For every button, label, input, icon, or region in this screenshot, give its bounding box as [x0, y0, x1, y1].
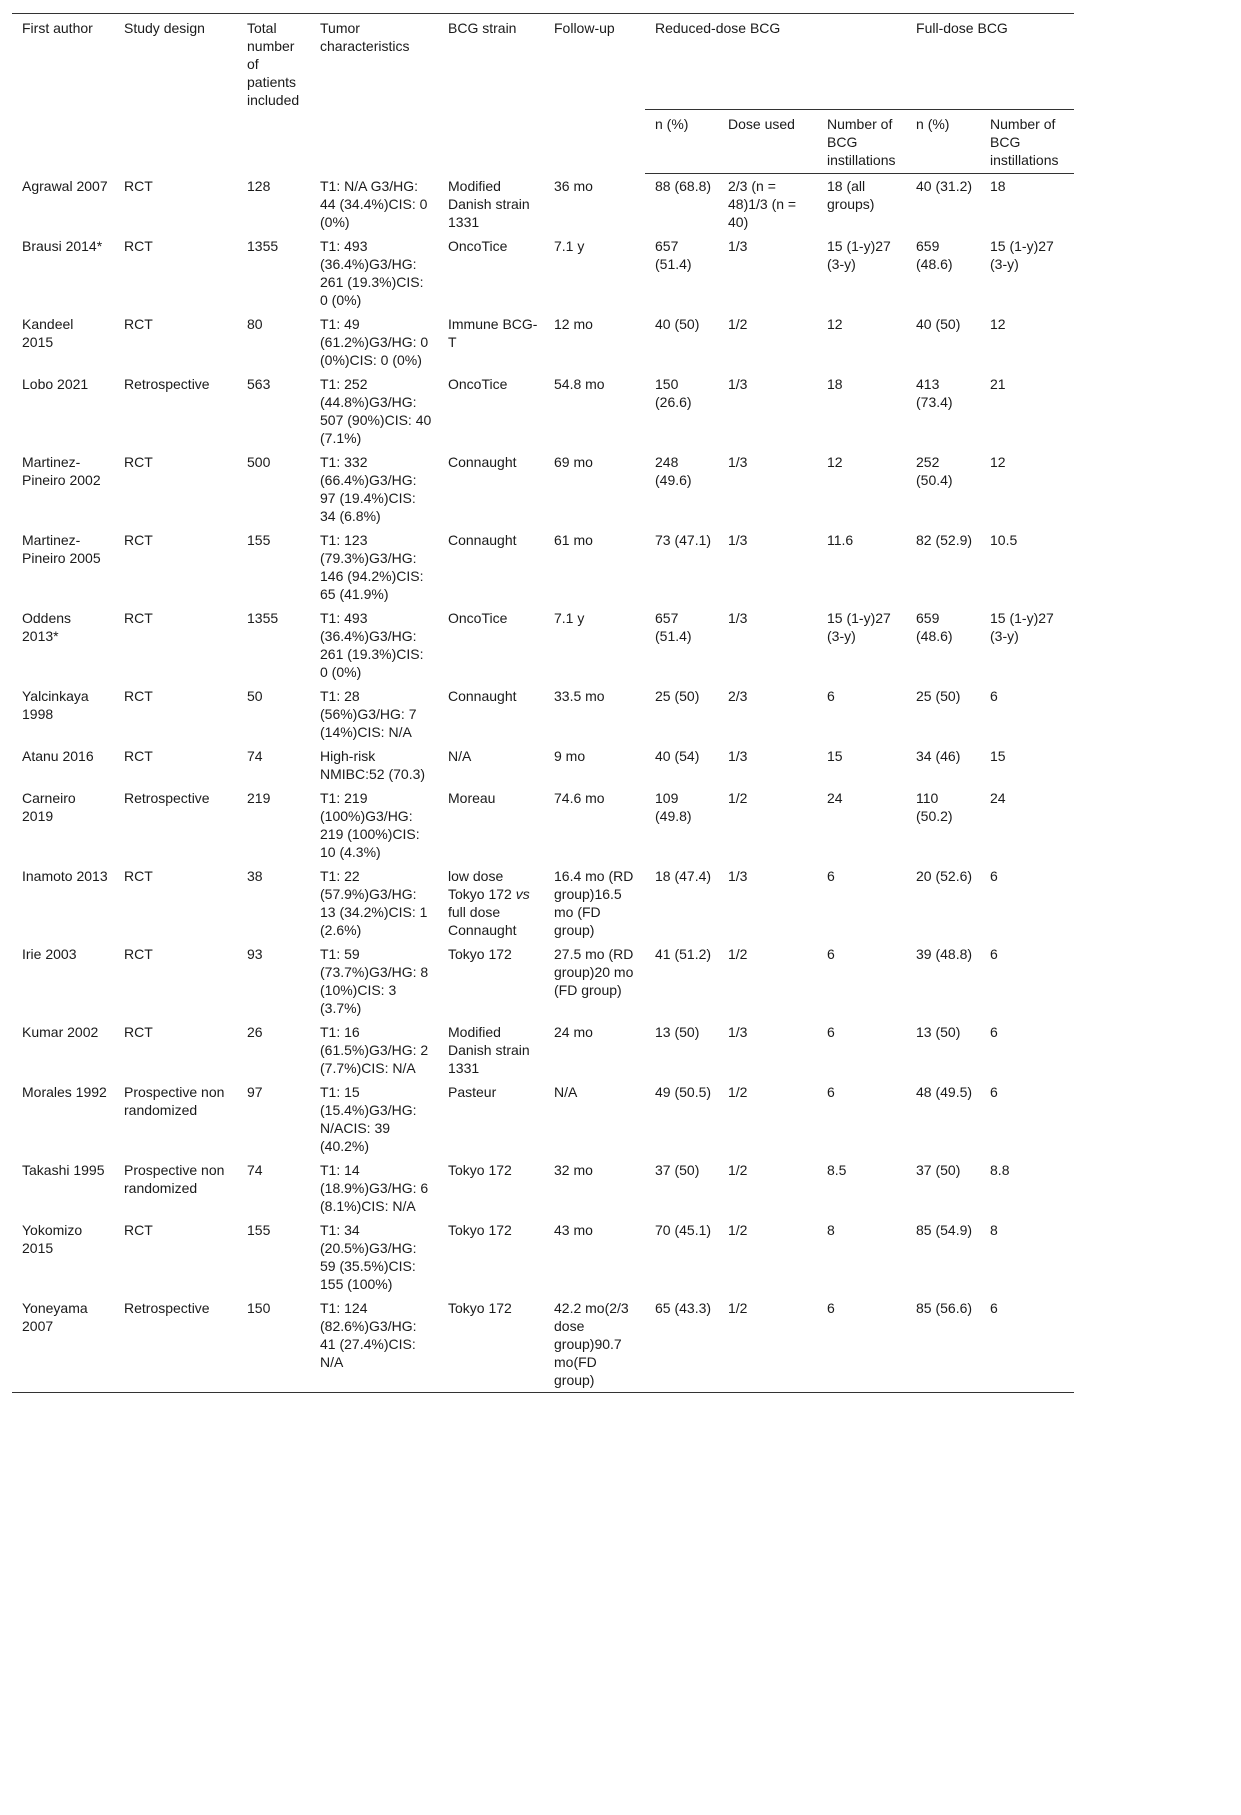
- cell-strain: Moreau: [448, 790, 496, 806]
- cell-fd-instillations: 6: [990, 868, 998, 884]
- table-row: [12, 174, 1074, 235]
- cell-fd-instillations: 18: [990, 178, 1006, 194]
- cell-fd-n: 413 (73.4): [916, 376, 953, 410]
- cell-design: RCT: [124, 748, 153, 764]
- table-row: [12, 744, 1074, 786]
- cell-design: Prospective non randomized: [124, 1084, 225, 1118]
- cell-rd-dose: 1/3: [728, 610, 748, 626]
- cell-rd-dose: 1/3: [728, 868, 748, 884]
- cell-total: 93: [247, 946, 263, 962]
- cell-rd-instillations: 24: [827, 790, 843, 806]
- cell-fd-n: 40 (31.2): [916, 178, 973, 194]
- cell-follow-up: 54.8 mo: [554, 376, 605, 392]
- cell-rd-dose: 1/3: [728, 376, 748, 392]
- header-row-primary: [12, 14, 1074, 110]
- cell-author: Yoneyama 2007: [12, 1296, 114, 1393]
- cell-follow-up: 32 mo: [554, 1162, 593, 1178]
- cell-author: Lobo 2021: [22, 376, 89, 392]
- col-follow-up: Follow-up: [544, 14, 645, 174]
- cell-rd-dose: 1/2: [728, 1084, 748, 1100]
- table-row: [12, 528, 1074, 606]
- cell-fd-n: 40 (50): [916, 316, 961, 332]
- cell-rd-instillations: 15 (1-y)27 (3-y): [827, 238, 891, 272]
- cell-design: RCT: [124, 177, 153, 194]
- cell-fd-instillations: 10.5: [990, 532, 1018, 548]
- cell-design: RCT: [124, 946, 153, 962]
- cell-rd-instillations: 6: [827, 868, 835, 884]
- cell-author: Brausi 2014*: [22, 238, 103, 254]
- cell-rd-instillations: 18: [827, 376, 843, 392]
- cell-rd-n: 657 (51.4): [655, 610, 692, 644]
- cell-rd-instillations: 6: [827, 688, 835, 704]
- col-study-design: Study design: [114, 14, 237, 174]
- cell-follow-up: 27.5 mo (RD group)20 mo (FD group): [554, 946, 634, 998]
- cell-fd-n: 110 (50.2): [916, 790, 953, 824]
- cell-fd-n: 39 (48.8): [916, 946, 973, 962]
- cell-tumor: T1: 493 (36.4%)G3/HG: 261 (19.3%)CIS: 0 (0%): [320, 610, 424, 680]
- cell-total: 563: [247, 376, 271, 392]
- cell-fd-n: 48 (49.5): [916, 1084, 973, 1100]
- cell-rd-dose: 2/3 (n = 48)1/3 (n = 40): [728, 178, 797, 230]
- table-row: [12, 312, 1074, 372]
- cell-follow-up: 16.4 mo (RD group)16.5 mo (FD group): [554, 868, 634, 938]
- cell-rd-n: 37 (50): [655, 1162, 700, 1178]
- cell-rd-n: 40 (54): [655, 748, 700, 764]
- group-full-dose-bcg: Full-dose BCG: [906, 14, 1074, 110]
- cell-author: Morales 1992: [22, 1084, 107, 1100]
- cell-tumor: T1: 123 (79.3%)G3/HG: 146 (94.2%)CIS: 65 (41.9%): [320, 532, 424, 602]
- cell-author: Takashi 1995: [22, 1162, 105, 1178]
- cell-tumor: T1: 14 (18.9%)G3/HG: 6 (8.1%)CIS: N/A: [320, 1162, 429, 1214]
- cell-follow-up: 61 mo: [554, 532, 593, 548]
- cell-tumor: T1: 124 (82.6%)G3/HG: 41 (27.4%)CIS: N/A: [310, 1296, 438, 1393]
- table-row: [12, 1020, 1074, 1080]
- cell-design: RCT: [124, 610, 153, 626]
- cell-rd-n: 40 (50): [655, 316, 700, 332]
- col-fd-instillations: Number of BCG instillations: [980, 110, 1074, 174]
- cell-rd-instillations: 11.6: [827, 532, 854, 548]
- cell-author: Yokomizo 2015: [22, 1222, 83, 1256]
- cell-design: Retrospective: [114, 1296, 237, 1393]
- strain-full-dose: full dose Connaught: [448, 904, 517, 938]
- cell-rd-dose: 1/3: [728, 1024, 748, 1040]
- cell-rd-n: 88 (68.8): [655, 178, 712, 194]
- cell-fd-instillations: 21: [990, 376, 1006, 392]
- cell-author: Kandeel 2015: [22, 316, 74, 350]
- table-row: [12, 1080, 1074, 1158]
- table-row: [12, 1296, 1074, 1393]
- cell-strain: N/A: [448, 748, 472, 764]
- cell-design: Prospective non randomized: [124, 1162, 225, 1196]
- col-tumor-characteristics: Tumor characteristics: [310, 14, 438, 174]
- cell-tumor: T1: 219 (100%)G3/HG: 219 (100%)CIS: 10 (4.3%): [320, 790, 420, 860]
- cell-design: RCT: [124, 688, 153, 704]
- cell-strain: Modified Danish strain 1331: [448, 177, 530, 230]
- cell-rd-dose: 1/2: [728, 1162, 748, 1178]
- cell-author: Carneiro 2019: [22, 790, 76, 824]
- cell-author: Yalcinkaya 1998: [22, 688, 89, 722]
- cell-fd-n: 34 (46): [916, 748, 961, 764]
- cell-fd-instillations: 8: [990, 1222, 998, 1238]
- cell-fd-n: 659 (48.6): [916, 238, 953, 272]
- cell-follow-up: 69 mo: [554, 454, 593, 470]
- cell-fd-instillations: 15 (1-y)27 (3-y): [990, 610, 1054, 644]
- cell-rd-instillations: 6: [817, 1296, 906, 1393]
- bcg-dose-comparison-table: [12, 13, 1074, 1393]
- cell-author: Irie 2003: [22, 946, 77, 962]
- cell-follow-up: 74.6 mo: [554, 790, 605, 806]
- table-row: [12, 942, 1074, 1020]
- cell-design: RCT: [124, 532, 153, 548]
- cell-fd-instillations: 15: [990, 748, 1006, 764]
- cell-rd-instillations: 8.5: [827, 1162, 847, 1178]
- cell-rd-instillations: 12: [827, 454, 843, 470]
- cell-author: Kumar 2002: [22, 1024, 99, 1040]
- cell-author: Inamoto 2013: [22, 868, 108, 884]
- cell-fd-n: 252 (50.4): [916, 454, 953, 488]
- cell-design: RCT: [124, 1024, 153, 1040]
- cell-rd-instillations: 12: [827, 316, 843, 332]
- cell-fd-n: 85 (54.9): [916, 1222, 973, 1238]
- table-row: [12, 786, 1074, 864]
- cell-tumor: T1: 252 (44.8%)G3/HG: 507 (90%)CIS: 40 (7.1%): [320, 376, 432, 446]
- table-row: [12, 234, 1074, 312]
- cell-rd-dose: 1/3: [728, 748, 748, 764]
- cell-rd-instillations: 8: [827, 1222, 835, 1238]
- cell-total: 155: [247, 532, 271, 548]
- cell-total: 97: [247, 1084, 263, 1100]
- cell-rd-instillations: 18 (all groups): [827, 178, 875, 212]
- cell-design: Retrospective: [124, 790, 210, 806]
- cell-rd-instillations: 6: [827, 946, 835, 962]
- cell-rd-dose: 1/2: [728, 316, 748, 332]
- cell-tumor: T1: 59 (73.7%)G3/HG: 8 (10%)CIS: 3 (3.7%): [320, 946, 429, 1016]
- cell-rd-dose: 1/2: [718, 1296, 817, 1393]
- cell-total: 26: [247, 1024, 263, 1040]
- cell-fd-n: 85 (56.6): [906, 1296, 980, 1393]
- cell-rd-n: 657 (51.4): [655, 238, 692, 272]
- cell-tumor: T1: 332 (66.4%)G3/HG: 97 (19.4%)CIS: 34 (6.8%): [320, 454, 417, 524]
- cell-fd-instillations: 6: [990, 1084, 998, 1100]
- cell-rd-n: 248 (49.6): [655, 454, 692, 488]
- cell-design: RCT: [124, 238, 153, 254]
- cell-rd-n: 41 (51.2): [655, 946, 712, 962]
- cell-follow-up: N/A: [554, 1084, 578, 1100]
- cell-fd-instillations: 6: [990, 1024, 998, 1040]
- cell-rd-n: 150 (26.6): [655, 376, 692, 410]
- cell-tumor: T1: 49 (61.2%)G3/HG: 0 (0%)CIS: 0 (0%): [320, 316, 429, 368]
- cell-rd-instillations: 6: [827, 1084, 835, 1100]
- col-bcg-strain: BCG strain: [438, 14, 544, 174]
- cell-fd-instillations: 6: [980, 1296, 1074, 1393]
- cell-strain: Modified Danish strain 1331: [448, 1024, 530, 1076]
- cell-rd-n: 109 (49.8): [655, 790, 692, 824]
- cell-fd-n: 25 (50): [916, 688, 961, 704]
- cell-author: Martinez-Pineiro 2005: [22, 532, 101, 566]
- cell-rd-dose: 1/3: [728, 238, 748, 254]
- cell-follow-up: 43 mo: [554, 1222, 593, 1238]
- cell-strain: OncoTice: [448, 238, 508, 254]
- cell-design: RCT: [124, 454, 153, 470]
- cell-total: 38: [247, 868, 263, 884]
- cell-rd-n: 49 (50.5): [655, 1084, 712, 1100]
- cell-total: 128: [247, 177, 271, 194]
- cell-tumor: T1: 28 (56%)G3/HG: 7 (14%)CIS: N/A: [320, 688, 417, 740]
- cell-strain: Tokyo 172: [438, 1296, 544, 1393]
- group-reduced-dose-bcg: Reduced-dose BCG: [645, 14, 906, 110]
- cell-tumor: T1: 493 (36.4%)G3/HG: 261 (19.3%)CIS: 0 (0%): [320, 238, 424, 308]
- cell-rd-n: 25 (50): [655, 688, 700, 704]
- table-body: [12, 174, 1074, 1393]
- cell-tumor: T1: 16 (61.5%)G3/HG: 2 (7.7%)CIS: N/A: [320, 1024, 429, 1076]
- col-rd-instillations: Number of BCG instillations: [817, 110, 906, 174]
- cell-fd-n: 37 (50): [916, 1162, 961, 1178]
- cell-follow-up: 24 mo: [554, 1024, 593, 1040]
- cell-total: 1355: [247, 610, 279, 626]
- col-total-patients: Total number of patients included: [237, 14, 310, 174]
- cell-follow-up: 33.5 mo: [554, 688, 605, 704]
- cell-author: Martinez-Pineiro 2002: [22, 454, 101, 488]
- table-row: [12, 606, 1074, 684]
- cell-rd-dose: 1/2: [728, 790, 748, 806]
- cell-total: 500: [247, 454, 271, 470]
- cell-fd-instillations: 12: [990, 316, 1006, 332]
- cell-author: Agrawal 2007: [22, 177, 108, 194]
- cell-rd-n: 70 (45.1): [655, 1222, 712, 1238]
- cell-total: 155: [247, 1222, 271, 1238]
- cell-total: 150: [237, 1296, 310, 1393]
- cell-rd-instillations: 15: [827, 748, 843, 764]
- cell-rd-n: 65 (43.3): [645, 1296, 718, 1393]
- table-row: [12, 450, 1074, 528]
- cell-strain: OncoTice: [448, 376, 508, 392]
- cell-rd-dose: 1/2: [728, 1222, 748, 1238]
- cell-rd-instillations: 6: [827, 1024, 835, 1040]
- cell-strain: Immune BCG-T: [448, 316, 538, 350]
- cell-rd-dose: 1/3: [728, 454, 748, 470]
- cell-tumor: T1: 15 (15.4%)G3/HG: N/ACIS: 39 (40.2%): [320, 1084, 417, 1154]
- cell-rd-n: 13 (50): [655, 1024, 700, 1040]
- cell-rd-n: 18 (47.4): [655, 868, 712, 884]
- cell-total: 50: [247, 688, 263, 704]
- cell-total: 74: [247, 1162, 263, 1178]
- cell-fd-instillations: 6: [990, 946, 998, 962]
- cell-rd-n: 73 (47.1): [655, 532, 712, 548]
- cell-strain: Tokyo 172: [448, 946, 512, 962]
- strain-versus: vs: [515, 886, 530, 902]
- cell-design: RCT: [124, 868, 153, 884]
- col-rd-dose-used: Dose used: [718, 110, 817, 174]
- cell-rd-dose: 1/2: [728, 946, 748, 962]
- strain-low-dose: low dose Tokyo 172: [448, 868, 516, 902]
- cell-strain: Pasteur: [448, 1084, 497, 1100]
- cell-total: 1355: [247, 238, 279, 254]
- cell-follow-up: 9 mo: [554, 748, 586, 764]
- cell-tumor: T1: 22 (57.9%)G3/HG: 13 (34.2%)CIS: 1 (2.6%): [320, 868, 428, 938]
- cell-follow-up: 7.1 y: [554, 610, 585, 626]
- cell-strain: [438, 864, 544, 942]
- cell-fd-n: 82 (52.9): [916, 532, 973, 548]
- cell-strain: OncoTice: [448, 610, 508, 626]
- cell-tumor: T1: N/A G3/HG: 44 (34.4%)CIS: 0 (0%): [320, 177, 428, 230]
- col-first-author: First author: [12, 14, 114, 174]
- cell-fd-instillations: 24: [990, 790, 1006, 806]
- col-rd-n-percent: n (%): [645, 110, 718, 174]
- cell-fd-instillations: 6: [990, 688, 998, 704]
- cell-tumor: High-risk NMIBC:52 (70.3): [320, 748, 426, 782]
- cell-design: RCT: [124, 1222, 153, 1238]
- cell-strain: Tokyo 172: [448, 1162, 512, 1178]
- cell-fd-instillations: 8.8: [990, 1162, 1010, 1178]
- cell-author: Atanu 2016: [22, 748, 94, 764]
- cell-author: Oddens 2013*: [22, 610, 72, 644]
- cell-follow-up: 12 mo: [554, 316, 593, 332]
- cell-total: 80: [247, 316, 263, 332]
- table-header: [12, 14, 1074, 174]
- cell-rd-dose: 1/3: [728, 532, 748, 548]
- cell-fd-instillations: 15 (1-y)27 (3-y): [990, 238, 1054, 272]
- cell-strain: Connaught: [448, 454, 517, 470]
- table-row: [12, 684, 1074, 744]
- table-row: [12, 864, 1074, 942]
- cell-design: Retrospective: [124, 376, 210, 392]
- cell-total: 219: [247, 790, 271, 806]
- cell-rd-instillations: 15 (1-y)27 (3-y): [827, 610, 891, 644]
- cell-rd-dose: 2/3: [728, 688, 748, 704]
- cell-fd-instillations: 12: [990, 454, 1006, 470]
- cell-follow-up: 7.1 y: [554, 238, 585, 254]
- cell-follow-up: 42.2 mo(2/3 dose group)90.7 mo(FD group): [544, 1296, 645, 1393]
- cell-tumor: T1: 34 (20.5%)G3/HG: 59 (35.5%)CIS: 155 (100%): [320, 1222, 417, 1292]
- cell-total: 74: [247, 748, 263, 764]
- bcg-dose-table-container: [12, 13, 1074, 1393]
- table-row: [12, 372, 1074, 450]
- cell-fd-n: 13 (50): [916, 1024, 961, 1040]
- cell-follow-up: 36 mo: [554, 177, 593, 194]
- cell-strain: Connaught: [448, 532, 517, 548]
- cell-fd-n: 659 (48.6): [916, 610, 953, 644]
- table-row: [12, 1158, 1074, 1218]
- cell-design: RCT: [124, 316, 153, 332]
- cell-fd-n: 20 (52.6): [916, 868, 973, 884]
- cell-strain: Connaught: [448, 688, 517, 704]
- col-fd-n-percent: n (%): [906, 110, 980, 174]
- cell-strain: Tokyo 172: [448, 1222, 512, 1238]
- table-row: [12, 1218, 1074, 1296]
